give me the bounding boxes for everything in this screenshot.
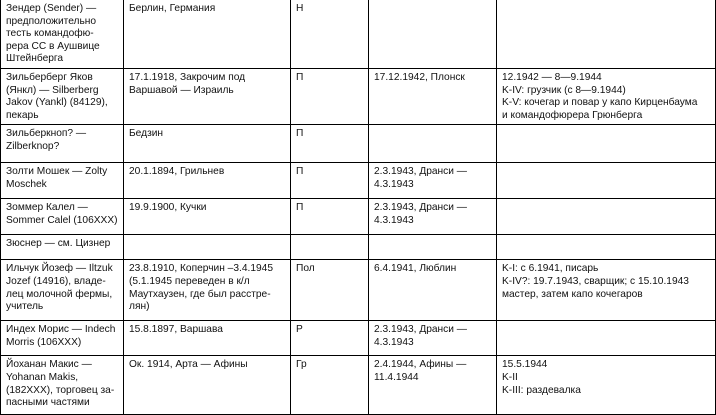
work-line: 15.5.1944 xyxy=(502,359,548,371)
name-cell xyxy=(1,199,124,235)
name-cell xyxy=(1,0,124,68)
name-line: тесть командофю- xyxy=(6,28,94,40)
deportation-line: 2.4.1944, Афины — xyxy=(374,359,467,371)
birth-cell xyxy=(124,0,291,68)
name-line: Zilberknop? xyxy=(6,140,60,152)
name-cell xyxy=(1,260,124,321)
table-row xyxy=(1,321,716,356)
name-line: Золти Мошек — Zolty xyxy=(6,166,108,178)
name-cell xyxy=(1,321,124,356)
name-line: учитель xyxy=(6,301,44,313)
nationality-cell xyxy=(291,321,369,356)
work-line: K-IV?: 19.7.1943, сварщик; с 15.10.1943 xyxy=(502,275,689,287)
birth-line: 23.8.1910, Коперчин –3.4.1945 xyxy=(129,263,273,275)
work-cell xyxy=(497,235,716,260)
name-line: Yohanan Makis, xyxy=(6,371,79,383)
work-cell xyxy=(497,260,716,321)
birth-line: Бедзин xyxy=(129,128,164,140)
name-line: Йоханан Макис — xyxy=(6,359,92,371)
work-line: K-V: кочегар и повар у капо Кирценбаума xyxy=(502,97,698,109)
name-line: Sommer Calel (106XXX) xyxy=(6,214,118,226)
birth-cell xyxy=(124,260,291,321)
deportation-line: 11.4.1944 xyxy=(374,371,419,383)
work-cell xyxy=(497,321,716,356)
birth-cell xyxy=(124,125,291,163)
name-line: Зюснер — см. Цизнер xyxy=(6,238,111,250)
birth-line: 20.1.1894, Грильнев xyxy=(129,166,225,178)
deportation-cell xyxy=(369,356,497,415)
nationality-text: П xyxy=(296,128,304,140)
name-line: Зоммер Калел — xyxy=(6,202,88,214)
table-row xyxy=(1,125,716,163)
deportation-line: 2.3.1943, Дранси — xyxy=(374,202,467,214)
work-cell xyxy=(497,199,716,235)
deportation-line: 2.3.1943, Дранси — xyxy=(374,324,467,336)
name-line: Зендер (Sender) — xyxy=(6,3,97,14)
table-row xyxy=(1,68,716,124)
nationality-text: Р xyxy=(296,324,303,336)
name-line: Jozef (14916), владе- xyxy=(6,275,106,287)
birth-line: 17.1.1918, Закрочим под xyxy=(129,71,246,83)
deportation-cell xyxy=(369,235,497,260)
work-cell xyxy=(497,163,716,199)
birth-line: 19.9.1900, Кучки xyxy=(129,202,207,214)
birth-cell xyxy=(124,356,291,415)
name-line: (182XXX), торговец за- xyxy=(6,384,115,396)
birth-cell xyxy=(124,68,291,124)
work-line: и командофюрера Грюнберга xyxy=(502,109,643,121)
deportation-line: 17.12.1942, Плонск xyxy=(374,71,465,83)
deportation-line: 4.3.1943 xyxy=(374,178,414,190)
name-line: Индех Морис — Indech xyxy=(6,324,116,336)
table-row xyxy=(1,0,716,68)
name-cell xyxy=(1,235,124,260)
name-line: предположительно xyxy=(6,15,97,27)
name-line: Ильчук Йозеф — Iltzuk xyxy=(6,263,113,275)
deportation-line: 4.3.1943 xyxy=(374,214,414,226)
deportation-line: 6.4.1941, Люблин xyxy=(374,263,457,275)
nationality-text: П xyxy=(296,166,304,178)
deportation-cell xyxy=(369,125,497,163)
nationality-text: Гр xyxy=(296,359,307,371)
work-line: K-III: раздевалка xyxy=(502,384,581,396)
deportation-line: 2.3.1943, Дранси — xyxy=(374,166,467,178)
birth-line: 15.8.1897, Варшава xyxy=(129,324,223,336)
birth-line: Берлин, Германия xyxy=(129,3,216,14)
work-cell xyxy=(497,125,716,163)
name-cell xyxy=(1,125,124,163)
birth-cell xyxy=(124,163,291,199)
nationality-text: Пол xyxy=(296,263,315,275)
table-row xyxy=(1,356,716,415)
name-line: Зильберкноп? — xyxy=(6,128,87,140)
nationality-cell xyxy=(291,68,369,124)
table-row xyxy=(1,199,716,235)
deportation-cell xyxy=(369,68,497,124)
nationality-text: П xyxy=(296,71,304,83)
name-line: Morris (106XXX) xyxy=(6,336,82,348)
nationality-cell xyxy=(291,235,369,260)
work-cell xyxy=(497,356,716,415)
birth-cell xyxy=(124,235,291,260)
nationality-cell xyxy=(291,199,369,235)
deportation-cell xyxy=(369,0,497,68)
name-line: пасными частями xyxy=(6,397,90,409)
name-line: Jakov (Yankl) (84129), xyxy=(6,97,108,109)
name-line: лец молочной фермы, xyxy=(6,288,113,300)
deportation-cell xyxy=(369,321,497,356)
nationality-cell xyxy=(291,125,369,163)
nationality-text: П xyxy=(296,202,304,214)
nationality-text: Н xyxy=(296,3,304,14)
work-line: K-I: с 6.1941, писарь xyxy=(502,263,599,275)
name-line: рера СС в Аушвице xyxy=(6,40,100,52)
nationality-cell xyxy=(291,0,369,68)
table-row xyxy=(1,163,716,199)
birth-cell xyxy=(124,321,291,356)
name-cell xyxy=(1,356,124,415)
nationality-cell xyxy=(291,163,369,199)
work-line: K-IV: грузчик (с 8—9.1944) xyxy=(502,84,626,96)
name-line: Зильберберг Яков xyxy=(6,71,93,83)
name-cell xyxy=(1,68,124,124)
birth-line: лян) xyxy=(129,301,150,313)
nationality-cell xyxy=(291,356,369,415)
birth-line: Ок. 1914, Арта — Афины xyxy=(129,359,248,371)
deportation-cell xyxy=(369,199,497,235)
work-line: мастер, затем капо кочегаров xyxy=(502,288,643,300)
birth-cell xyxy=(124,199,291,235)
name-line: пекарь xyxy=(6,109,39,121)
work-cell xyxy=(497,68,716,124)
birth-line: (5.1.1945 переведен в к/л xyxy=(129,275,250,287)
name-line: Штейнберга xyxy=(6,53,64,65)
table-row xyxy=(1,260,716,321)
work-line: K-II xyxy=(502,371,518,383)
deportation-cell xyxy=(369,163,497,199)
name-line: Moschek xyxy=(6,178,47,190)
work-cell xyxy=(497,0,716,68)
birth-line: Маутхаузен, где был расстре- xyxy=(129,288,271,300)
name-cell xyxy=(1,163,124,199)
nationality-cell xyxy=(291,260,369,321)
deportation-line: 4.3.1943 xyxy=(374,336,414,348)
work-line: 12.1942 — 8—9.1944 xyxy=(502,71,602,83)
name-line: (Янкл) — Silberberg xyxy=(6,84,99,96)
deportation-cell xyxy=(369,260,497,321)
birth-line: Варшавой — Израиль xyxy=(129,84,234,96)
table-row xyxy=(1,235,716,260)
